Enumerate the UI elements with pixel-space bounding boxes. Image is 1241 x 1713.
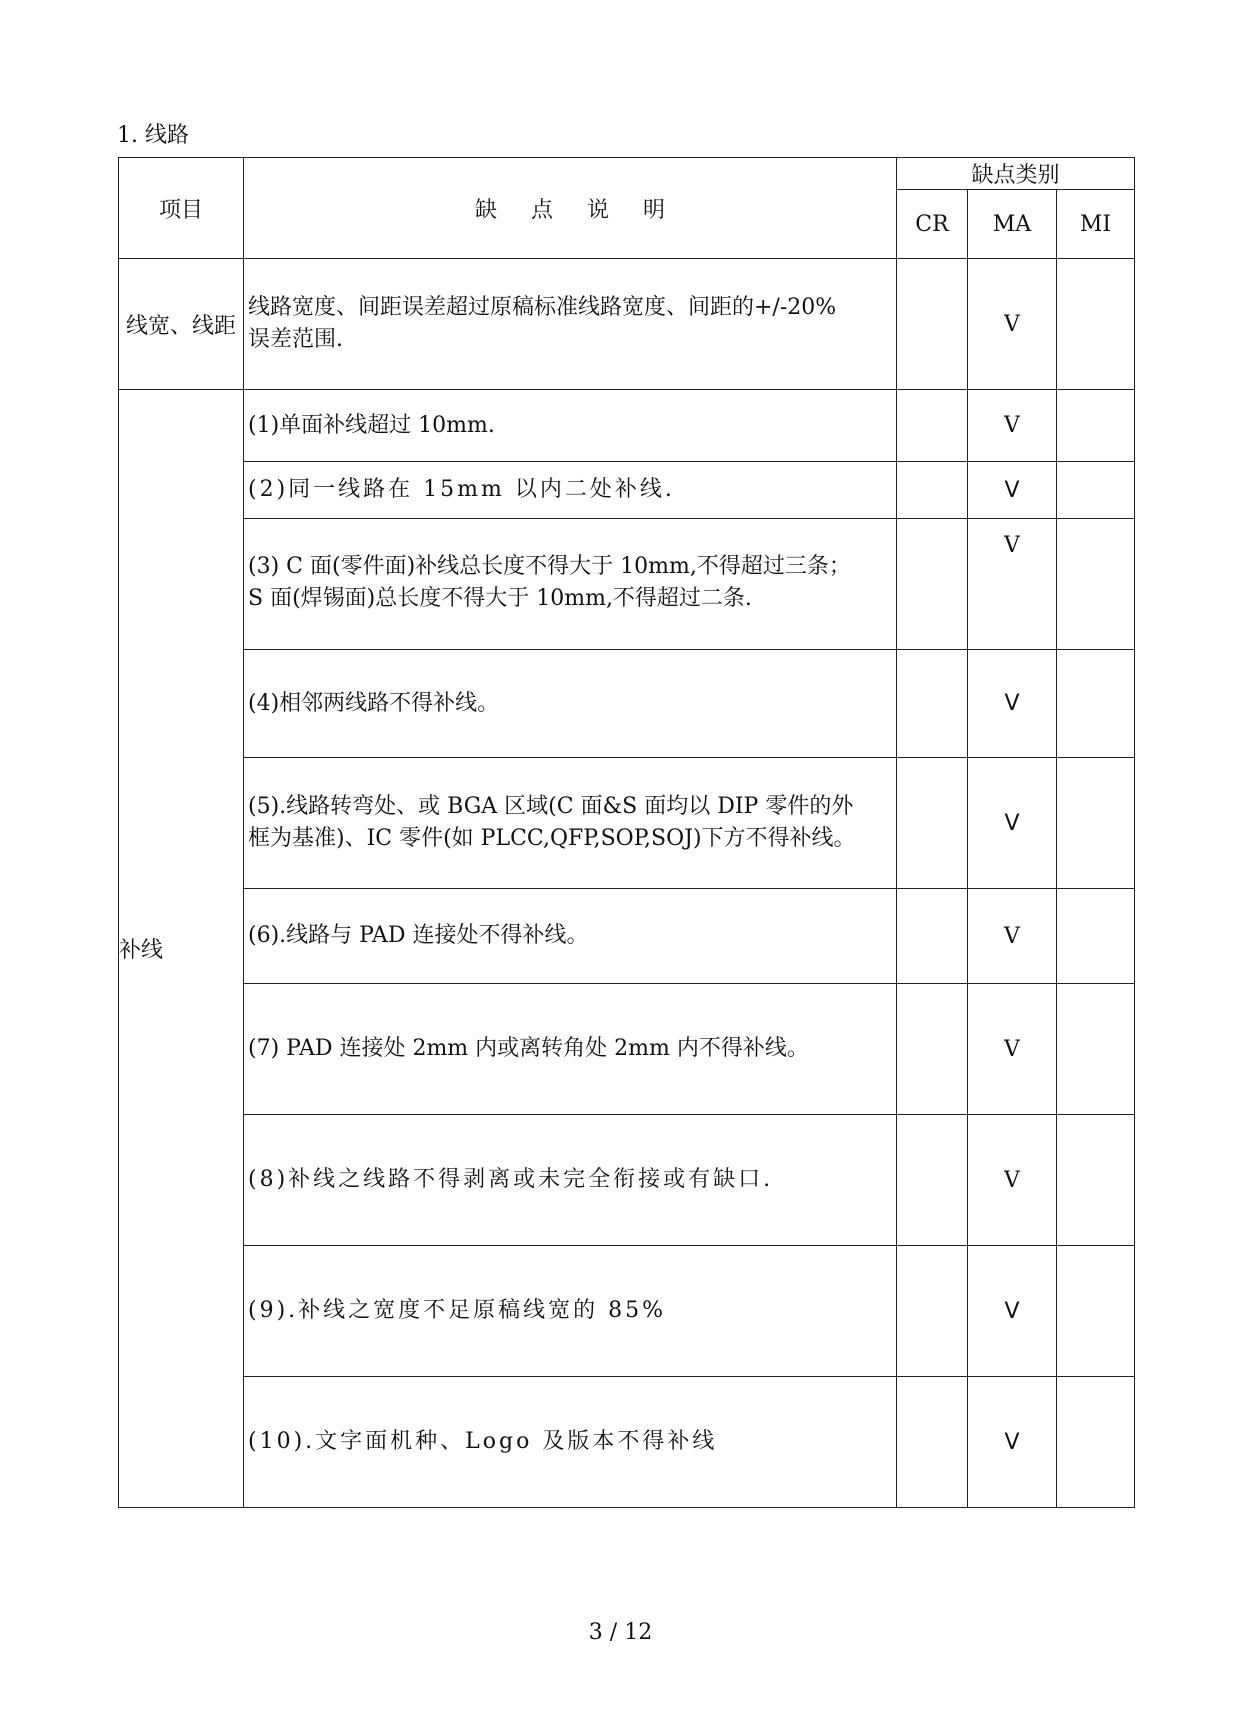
ma-mark: V [968,259,1057,390]
table-row [119,1246,1135,1377]
mi-mark [1057,758,1135,889]
ma-mark: V [968,390,1057,462]
mi-mark [1057,650,1135,758]
ma-mark: V [968,650,1057,758]
table-row [119,889,1135,984]
header-defect-category: 缺点类别 [897,158,1135,190]
mi-mark [1057,390,1135,462]
table-row [119,390,1135,462]
table-row [119,650,1135,758]
table-row [119,519,1135,650]
table-row [119,462,1135,519]
cr-mark [897,650,968,758]
mi-mark [1057,1115,1135,1246]
ma-mark: V [968,758,1057,889]
desc-line: S 面(焊锡面)总长度不得大于 10mm,不得超过二条. [248,586,752,611]
desc-line: 框为基准)、IC 零件(如 PLCC,QFP,SOP,SOJ)下方不得补线。 [248,826,856,851]
ma-mark: V [968,519,1057,650]
desc-line: (3) C 面(零件面)补线总长度不得大于 10mm,不得超过三条； [248,554,851,579]
table-row [119,259,1135,390]
desc-repair-10: (10).文字面机种、Logo 及版本不得补线 [244,1377,897,1508]
desc-repair-9: (9).补线之宽度不足原稿线宽的 85% [244,1246,897,1377]
desc-repair-3 [244,519,897,650]
ma-mark: V [968,1115,1057,1246]
cr-mark [897,1377,968,1508]
ma-mark: V [968,889,1057,984]
table-row [119,1115,1135,1246]
ma-mark: V [968,462,1057,519]
desc-repair-1: (1)单面补线超过 10mm. [244,390,897,462]
item-linewidth: 线宽、线距 [119,259,244,390]
cr-mark [897,758,968,889]
defect-spec-table [118,157,1135,1508]
desc-line: 误差范围. [248,327,343,352]
desc-repair-7: (7) PAD 连接处 2mm 内或离转角处 2mm 内不得补线。 [244,984,897,1115]
desc-linewidth [244,259,897,390]
desc-line: 线路宽度、间距误差超过原稿标准线路宽度、间距的+/-20% [248,295,837,320]
mi-mark [1057,1246,1135,1377]
desc-repair-6: (6).线路与 PAD 连接处不得补线。 [244,889,897,984]
header-description: 缺点说明 [244,158,897,259]
desc-repair-8: (8)补线之线路不得剥离或未完全衔接或有缺口. [244,1115,897,1246]
mi-mark [1057,889,1135,984]
mi-mark [1057,1377,1135,1508]
table-row [119,1377,1135,1508]
desc-line: (5).线路转弯处、或 BGA 区域(C 面&S 面均以 DIP 零件的外 [248,794,854,819]
header-cr: CR [897,190,968,259]
cr-mark [897,390,968,462]
mi-mark [1057,462,1135,519]
cr-mark [897,1246,968,1377]
cr-mark [897,1115,968,1246]
ma-mark: V [968,984,1057,1115]
header-item: 项目 [119,158,244,259]
item-repair: 补线 [119,390,244,1508]
header-ma: MA [968,190,1057,259]
cr-mark [897,984,968,1115]
desc-repair-5 [244,758,897,889]
ma-mark: V [968,1246,1057,1377]
mi-mark [1057,984,1135,1115]
ma-mark: V [968,1377,1057,1508]
cr-mark [897,462,968,519]
mi-mark [1057,259,1135,390]
mi-mark [1057,519,1135,650]
header-mi: MI [1057,190,1135,259]
cr-mark [897,259,968,390]
desc-repair-4: (4)相邻两线路不得补线。 [244,650,897,758]
desc-repair-2: (2)同一线路在 15mm 以内二处补线. [244,462,897,519]
cr-mark [897,889,968,984]
cr-mark [897,519,968,650]
table-row [119,758,1135,889]
page-number: 3 / 12 [588,1620,653,1645]
table-row [119,984,1135,1115]
section-heading: 1. 线路 [117,123,189,148]
